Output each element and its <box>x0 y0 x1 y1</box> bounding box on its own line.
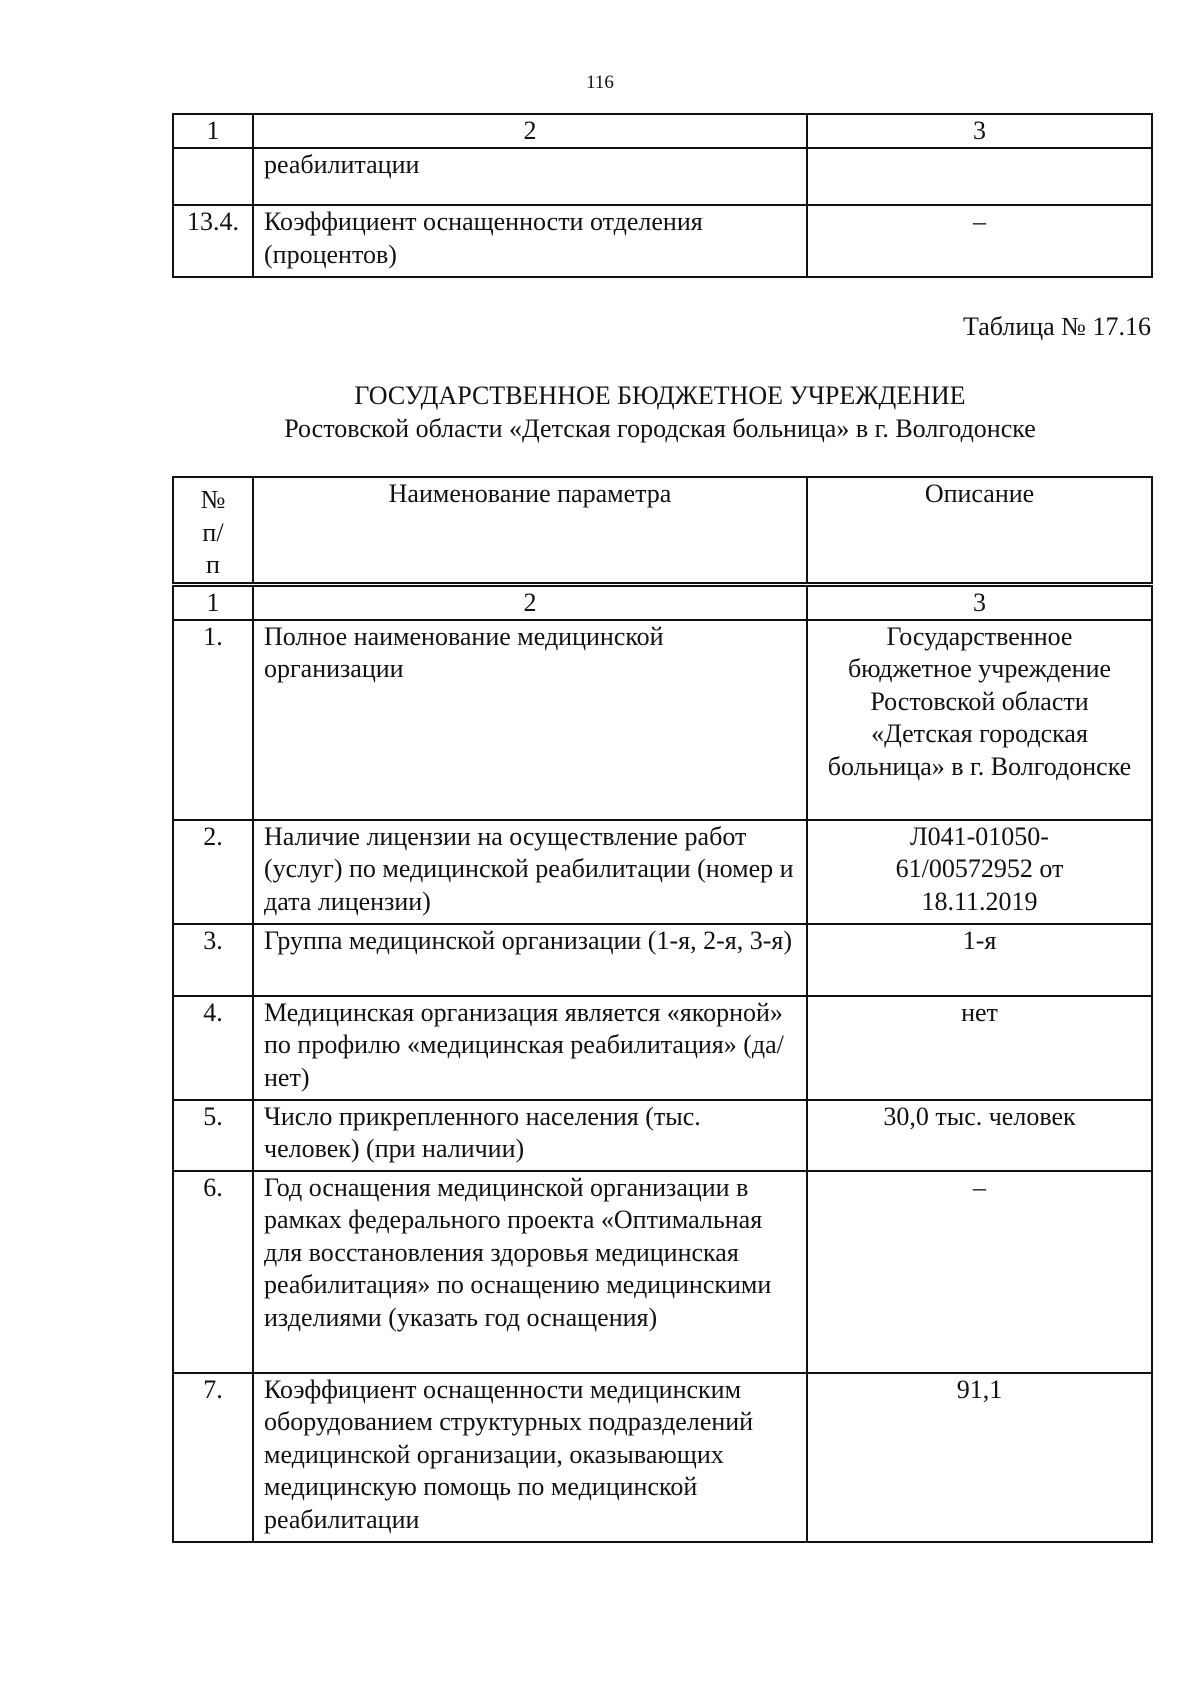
column-index: 2 <box>253 584 807 620</box>
table-row <box>173 205 1152 277</box>
parameter-name: Полное наименование медицинской организации <box>253 620 807 820</box>
row-number: 3. <box>173 924 253 996</box>
parameter-value: – <box>807 205 1152 277</box>
table-row <box>173 1373 1152 1542</box>
table-row <box>173 620 1152 820</box>
parameter-name: Год оснащения медицинской организации в рамках федерального проекта «Оптимальная для восстановления здоровья медицинская реабилитация» по оснащению медицинскими изделиями (указать год оснащения) <box>253 1171 807 1373</box>
parameter-name: Группа медицинской организации (1-я, 2-я, 3-я) <box>253 924 807 996</box>
parameter-name: Коэффициент оснащенности отделения (процентов) <box>253 205 807 277</box>
column-index: 3 <box>807 114 1152 148</box>
page-number: 116 <box>586 72 614 93</box>
parameter-name: реабилитации <box>253 148 807 205</box>
parameter-name: Коэффициент оснащенности медицинским оборудованием структурных подразделений медицинской организации, оказывающих медицинскую помощь по медицинской реабилитации <box>253 1373 807 1542</box>
parameter-name: Число прикрепленного населения (тыс. человек) (при наличии) <box>253 1100 807 1171</box>
institution-title: ГОСУДАРСТВЕННОЕ БЮДЖЕТНОЕ УЧРЕЖДЕНИЕ <box>354 381 966 410</box>
parameter-value: нет <box>807 996 1152 1100</box>
parameter-value: – <box>807 1171 1152 1373</box>
institution-parameters-table <box>172 476 1153 1543</box>
table-row <box>173 148 1152 205</box>
parameter-name: Медицинская организация является «якорной» по профилю «медицинская реабилитация» (да/нет) <box>253 996 807 1100</box>
table-row <box>173 1100 1152 1171</box>
column-index-row <box>173 584 1152 620</box>
row-number: 7. <box>173 1373 253 1542</box>
parameter-value: 30,0 тыс. человек <box>807 1100 1152 1171</box>
continued-table <box>172 113 1153 278</box>
parameter-value: Государственное бюджетное учреждение Ростовской области «Детская городская больница» в г. Волгодонске <box>807 620 1152 820</box>
parameter-value: Л041-01050-61/00572952 от 18.11.2019 <box>807 820 1152 924</box>
table-row <box>173 1171 1152 1373</box>
column-index: 3 <box>807 584 1152 620</box>
column-index: 2 <box>253 114 807 148</box>
row-number: 1. <box>173 620 253 820</box>
row-number: 2. <box>173 820 253 924</box>
column-index-row <box>173 114 1152 148</box>
table-row <box>173 996 1152 1100</box>
table-row <box>173 820 1152 924</box>
header-parameter: Наименование параметра <box>253 477 807 584</box>
parameter-value: 1-я <box>807 924 1152 996</box>
column-index: 1 <box>173 114 253 148</box>
parameter-value: 91,1 <box>807 1373 1152 1542</box>
header-description: Описание <box>807 477 1152 584</box>
row-number: 6. <box>173 1171 253 1373</box>
row-number: 4. <box>173 996 253 1100</box>
column-index: 1 <box>173 584 253 620</box>
parameter-name: Наличие лицензии на осуществление работ (услуг) по медицинской реабилитации (номер и дата лицензии) <box>253 820 807 924</box>
institution-subtitle: Ростовской области «Детская городская больница» в г. Волгодонске <box>284 414 1036 443</box>
table-row <box>173 924 1152 996</box>
row-number: 13.4. <box>173 205 253 277</box>
parameter-value <box>807 148 1152 205</box>
table-header-row <box>173 477 1152 584</box>
row-number: 5. <box>173 1100 253 1171</box>
header-number: № п/п <box>173 477 253 584</box>
table-caption: Таблица № 17.16 <box>962 312 1151 341</box>
row-number <box>173 148 253 205</box>
